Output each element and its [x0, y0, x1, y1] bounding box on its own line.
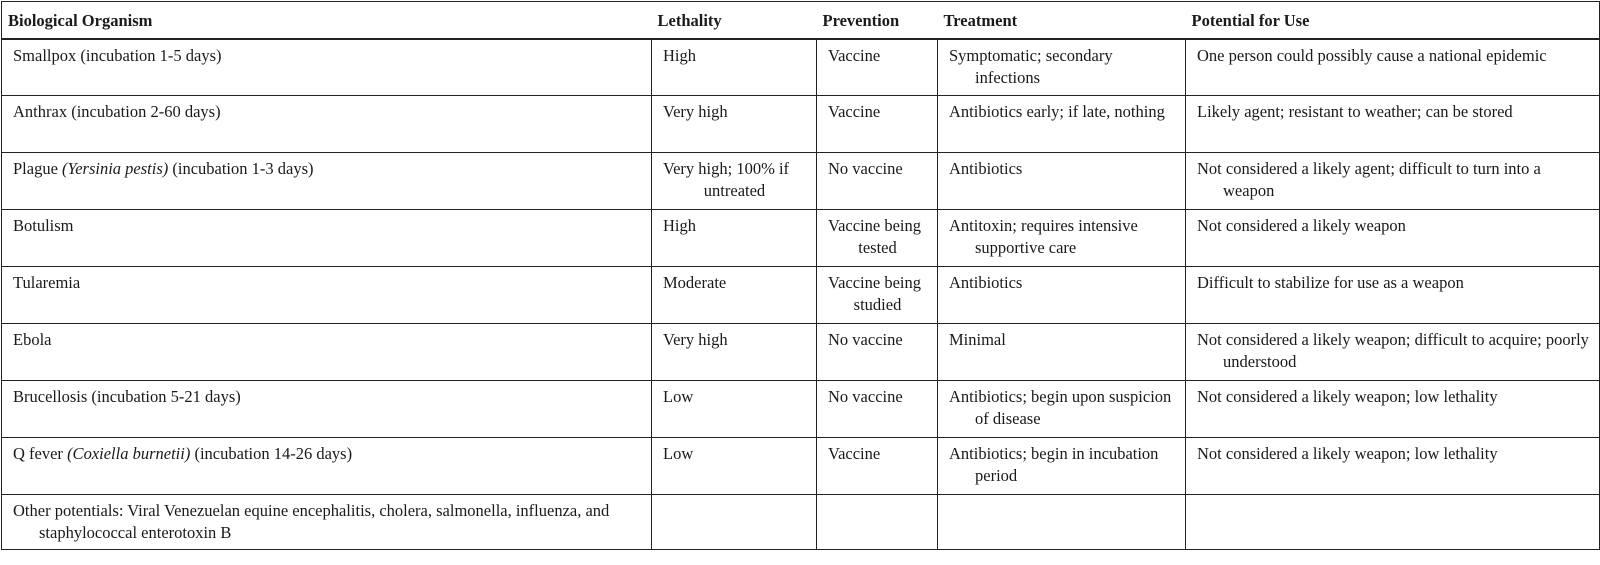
organism-cell: Brucellosis (incubation 5-21 days) — [2, 381, 652, 438]
potential-cell: Not considered a likely weapon; low lethality — [1186, 381, 1600, 438]
other-potentials-cell: Other potentials: Viral Venezuelan equine encephalitis, cholera, salmonella, influenza, and staphylococcal enterotoxin B — [2, 495, 652, 550]
lethality-cell: Very high; 100% if untreated — [652, 153, 817, 210]
header-treatment: Treatment — [938, 2, 1186, 39]
prevention-cell: Vaccine — [817, 438, 938, 495]
prevention-cell: No vaccine — [817, 381, 938, 438]
treatment-cell: Antibiotics; begin upon suspicion of disease — [938, 381, 1186, 438]
organism-cell: Ebola — [2, 324, 652, 381]
table-row — [2, 39, 1600, 96]
header-lethality: Lethality — [652, 2, 817, 39]
potential-cell: Not considered a likely agent; difficult to turn into a weapon — [1186, 153, 1600, 210]
empty-cell — [938, 495, 1186, 550]
treatment-cell: Symptomatic; secondary infections — [938, 39, 1186, 96]
potential-cell: One person could possibly cause a national epidemic — [1186, 39, 1600, 96]
header-row — [2, 2, 1600, 39]
potential-cell: Not considered a likely weapon; low lethality — [1186, 438, 1600, 495]
prevention-cell: Vaccine — [817, 96, 938, 153]
prevention-cell: No vaccine — [817, 324, 938, 381]
organism-cell: Tularemia — [2, 267, 652, 324]
lethality-cell: Moderate — [652, 267, 817, 324]
other-potentials-row — [2, 495, 1600, 550]
treatment-cell: Antitoxin; requires intensive supportive care — [938, 210, 1186, 267]
table-row — [2, 210, 1600, 267]
table-row — [2, 381, 1600, 438]
header-organism: Biological Organism — [2, 2, 652, 39]
biological-agents-table — [1, 1, 1600, 550]
table-row — [2, 438, 1600, 495]
prevention-cell: No vaccine — [817, 153, 938, 210]
organism-cell: Anthrax (incubation 2-60 days) — [2, 96, 652, 153]
prevention-cell: Vaccine being tested — [817, 210, 938, 267]
treatment-cell: Antibiotics — [938, 267, 1186, 324]
potential-cell: Difficult to stabilize for use as a weapon — [1186, 267, 1600, 324]
table-row — [2, 96, 1600, 153]
organism-cell: Botulism — [2, 210, 652, 267]
header-potential: Potential for Use — [1186, 2, 1600, 39]
organism-cell: Smallpox (incubation 1-5 days) — [2, 39, 652, 96]
organism-cell: Plague (Yersinia pestis) (incubation 1-3 days) — [2, 153, 652, 210]
potential-cell: Likely agent; resistant to weather; can be stored — [1186, 96, 1600, 153]
table-row — [2, 324, 1600, 381]
prevention-cell: Vaccine being studied — [817, 267, 938, 324]
empty-cell — [1186, 495, 1600, 550]
table-row — [2, 267, 1600, 324]
prevention-cell: Vaccine — [817, 39, 938, 96]
lethality-cell: High — [652, 39, 817, 96]
lethality-cell: Low — [652, 438, 817, 495]
lethality-cell: Low — [652, 381, 817, 438]
organism-cell: Q fever (Coxiella burnetii) (incubation 14-26 days) — [2, 438, 652, 495]
potential-cell: Not considered a likely weapon; difficult to acquire; poorly understood — [1186, 324, 1600, 381]
treatment-cell: Antibiotics — [938, 153, 1186, 210]
treatment-cell: Antibiotics early; if late, nothing — [938, 96, 1186, 153]
empty-cell — [652, 495, 817, 550]
treatment-cell: Antibiotics; begin in incubation period — [938, 438, 1186, 495]
treatment-cell: Minimal — [938, 324, 1186, 381]
lethality-cell: Very high — [652, 96, 817, 153]
lethality-cell: High — [652, 210, 817, 267]
header-prevention: Prevention — [817, 2, 938, 39]
table-row — [2, 153, 1600, 210]
empty-cell — [817, 495, 938, 550]
lethality-cell: Very high — [652, 324, 817, 381]
potential-cell: Not considered a likely weapon — [1186, 210, 1600, 267]
